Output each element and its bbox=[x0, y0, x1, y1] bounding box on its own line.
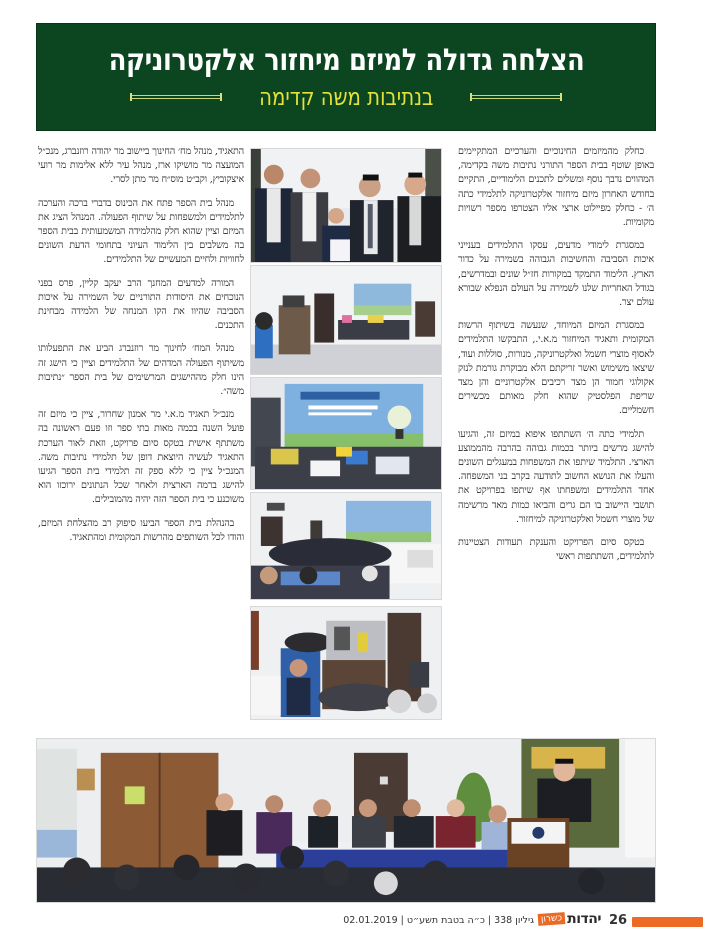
headline-banner bbox=[36, 23, 656, 131]
ornament-line-right bbox=[470, 95, 562, 99]
paragraph: תלמידי כתה ה׳ השתתפו איפוא במיזם זה, והגיעו להישג מרשים ביותר בכמות גבוהה בהרבה מהממוצע הארצי. התלמיד שיתפו את המשפחות במעגלים השונים והעלו את הנושא החשוב לתודעה בקרב בני המשפחה. אחד התלמידים ומשפחתו אף שיתפו בפרויקט את תושבי היישוב בו הם גרים והביאו כמות מאד מרשימה של מוצרי חשמל ואלקטרוניקה למיחזור. bbox=[458, 428, 654, 525]
page-footer bbox=[0, 905, 711, 939]
paragraph: המורה למדעים המחנך הרב יעקב קליין, פרס בפני הנוכחים את היסודות התורניים של השמירה על איכות הסביבה שהיוו את הקו המנחה של הלמידה מבחינת התכנים. bbox=[38, 277, 244, 332]
paragraph: כחלק מהמיזמים החינוכיים והערכיים המתקיימים באופן שוטף בבית הספר התורני נתיבות משה בקדימה, המהווים נדבך נוסף ומשלים לתכנים הלימודיים, התקיים בחודש האחרון מיזם מיחזור אלקטרוניקה לתלמידי כתה ה׳ - כחלק מפיילוט ארצי אליו הצטרפו מספר רשויות מקומיות. bbox=[458, 146, 654, 229]
accent-bar bbox=[632, 917, 703, 927]
issue-info: גיליון 338 | כ״ה בטבת תשע״ט | 02.01.2019 bbox=[343, 915, 534, 926]
ornament-line-left bbox=[130, 95, 222, 99]
paragraph: התאגיד, מנהל מח׳ החינוך ביישוב מר יהודה רוזנברג, מנכ״ל המועצה מר מושיקו ארז, מנהל עיר ללא אלימות מר רועי איצקוביץ, וקב״ט מוס״ח מר מתן לסרי. bbox=[38, 146, 244, 186]
publication-name: יהדות bbox=[567, 911, 601, 927]
photo-group-portrait bbox=[250, 148, 442, 263]
paragraph: מנכ״ל תאגיד מ.א.י מר אמנון שחרור, ציין כי מיזם זה פועל השנה בכמה מאות בתי ספר וזו פעם ראשונה בה משתתף אישית בטקס סיום פרויקט, וזאת לאור הערכת התאגיד לעשיה היוצאת דופן של תלמידי נתיבות משה. המנכ״ל ציין כי ללא ספק זה תלמידי בית הספר הגיעו להישג ברמה הארצית ולאחר שכל הנתונים ירוכזו הוא משוכנע כי בית הספר הזה יהיה מהמובילים. bbox=[38, 409, 244, 506]
paragraph: במסגרת המיזם המיוחד, שנעשה בשיתוף הרשות המקומית ותאגיד המיחזור מ.א.י., התבקשו התלמידים לאסוף מוצרי חשמל ואלקטרוניקה, מנורות, סוללות ועוד, שיצאו משימוש ואשר זריקתם הלא מבוקרת גורמת לנזק אקולוגי חמור הן מצד רכיבים אלקטרוניים והן מצד שריפת הפלסטיק שהוא חלק מאותם מכשירים חשמליים. bbox=[458, 320, 654, 417]
photo-students-assembly bbox=[250, 492, 442, 600]
publication-logo bbox=[538, 911, 601, 927]
article-column-left bbox=[38, 145, 244, 554]
subtitle-row bbox=[130, 83, 563, 111]
photo-recycling-banner bbox=[250, 377, 442, 490]
headline-title: הצלחה גדולה למיזם מיחזור אלקטרוניקה bbox=[108, 43, 584, 78]
paragraph: בטקס סיום הפרויקט והענקת תעודות הצטיינות לתלמידים, השתתפות ראשי bbox=[458, 537, 654, 563]
paragraph: במסגרת לימודי מדעים, עסקו התלמידים בענייני איכות הסביבה והחשיבות הגבוהה בשמירה על כדור הארץ. הלימוד התמקד במקורות חז״ל שונים ובמדרשים, בגודל האחריות שלנו לשמירה על העולם הנפלא שבורא עולם יצר. bbox=[458, 240, 654, 309]
paragraph: מנהל בית הספר פתח את הכינוס בדברי ברכה והערכה לתלמידים ולמשפחות על שיתוף הפעולה. המנהל הציג את המיזם וציין שהוא חלק מהלמידה המשמעותית בבית הספר בה משלבים בין הלימוד העיוני בתחומי הדעת השונים לחוויות ולחיים המעשיים של התלמידים. bbox=[38, 197, 244, 266]
photo-boy-with-electronics bbox=[250, 606, 442, 720]
photo-ceremony-panel bbox=[36, 738, 656, 903]
article-column-right bbox=[458, 145, 654, 573]
headline-subtitle: בנתיבות משה קדימה bbox=[258, 83, 434, 111]
paragraph: בהנהלת בית הספר הביעו סיפוק רב מהצלחת המיזם, והודו לכל השותפים מהרשות המקומית ומהתאגיד. bbox=[38, 517, 244, 543]
page-number: 26 bbox=[609, 913, 628, 928]
publication-tag: כשרון bbox=[538, 912, 566, 926]
paragraph: מנהל המח׳ לחינוך מר רוזנברג הביע את התפעלותו משיתוף הפעולה המדהים של התלמידים וציין כי הישג זה הינו חלק מההישגים המרשימים של בית הספר ״נתיבות משה״. bbox=[38, 343, 244, 398]
photo-collected-items-room bbox=[250, 265, 442, 375]
